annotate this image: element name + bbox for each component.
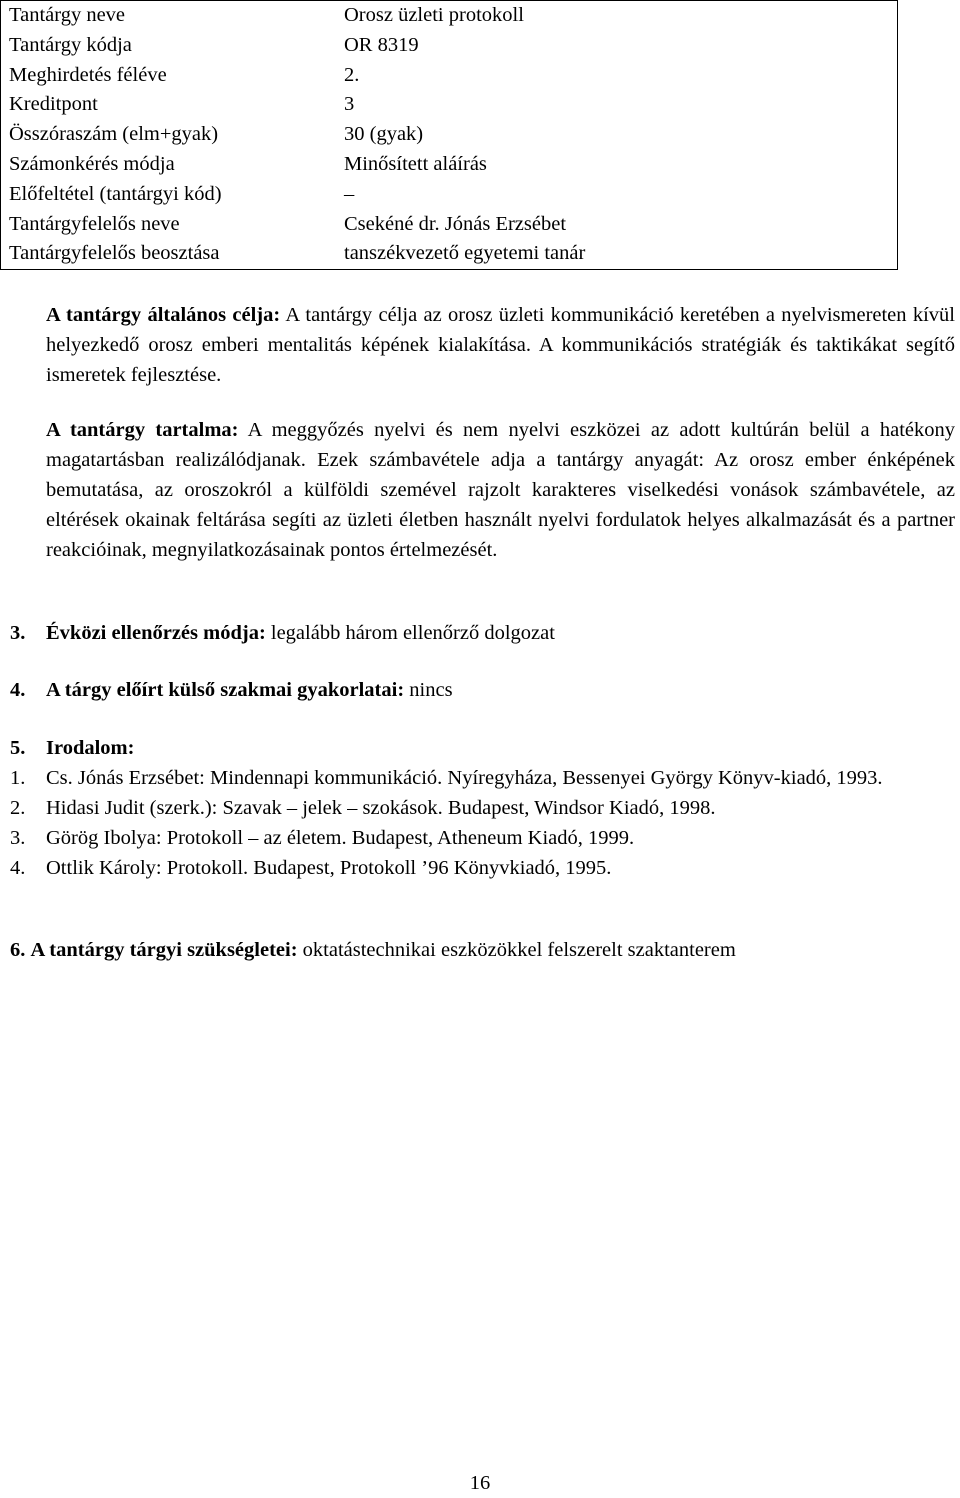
table-row [1,120,898,150]
list-item-text: Cs. Jónás Erzsébet: Mindennapi kommunikáció. Nyíregyháza, Bessenyei György Könyv-kiadó, 1993. [46,767,883,789]
section-number [10,300,46,330]
section-text: A meggyőzés nyelvi és nem nyelvi eszközei az adott kultúrán belül a hatékony magatartásban realizálódjanak. Ezek számbavétele adja a tantárgy anyagát: Az orosz ember énképének bemutatása, az oroszokról a külföldi szemével rajzolt karakteres viselkedési vonások számbavétele, az eltérések okainak feltárása segíti az üzleti életben használt nyelvi fordulatok helyes alkalmazását és a partner reakcióinak, megnyilatkozásainak pontos értelmezését. [46,419,955,561]
row-value: Minősített aláírás [344,152,487,175]
section-general-goal [10,300,955,390]
table-row [1,239,898,269]
row-value: tanszékvezető egyetemi tanár [344,242,586,265]
list-item-text: Görög Ibolya: Protokoll – az életem. Budapest, Atheneum Kiadó, 1999. [46,827,635,849]
list-item-text: Ottlik Károly: Protokoll. Budapest, Protokoll ’96 Könyvkiadó, 1995. [46,857,612,879]
section-title: A tantárgy tartalma: [46,419,239,441]
course-info-table [0,0,898,270]
section-content [10,415,955,565]
list-item [10,763,955,793]
section-equipment [10,935,955,965]
list-item-number: 3. [10,827,26,849]
row-value: 2. [344,63,360,86]
section-number [10,415,46,445]
row-label: Kreditpont [9,93,98,116]
row-value: 30 (gyak) [344,123,424,146]
list-item-number: 1. [10,767,26,789]
page-number: 16 [469,1472,491,1494]
table-row [1,210,898,240]
section-number: 3. [10,622,26,644]
section-title: A tárgy előírt külső szakmai gyakorlatai: [46,679,405,701]
list-item-number: 2. [10,797,26,819]
row-label: Tantárgy neve [9,4,126,26]
table-row [1,180,898,210]
row-value: – [344,182,355,205]
section-title: Évközi ellenőrzés módja: [46,622,266,644]
row-label: Előfeltétel (tantárgyi kód) [9,182,222,205]
section-text: legalább három ellenőrző dolgozat [270,622,555,644]
row-label: Tantárgy kódja [9,33,132,56]
row-value: Orosz üzleti protokoll [344,4,524,26]
section-title: Irodalom: [46,737,135,759]
section-assessment [10,618,955,648]
row-value: OR 8319 [344,33,419,56]
row-label: Tantárgyfelelős beosztása [9,242,220,265]
row-label: Számonkérés módja [9,152,175,175]
list-item [10,793,955,823]
section-number: 5. [10,737,26,759]
list-item [10,853,955,883]
table-row [1,1,898,31]
list-item [10,823,955,853]
section-number: 4. [10,679,26,701]
row-label: Meghirdetés féléve [9,63,167,86]
list-item-text: Hidasi Judit (szerk.): Szavak – jelek – szokások. Budapest, Windsor Kiadó, 1998. [46,797,716,819]
row-label: Összóraszám (elm+gyak) [9,123,219,146]
row-value: 3 [344,93,355,116]
row-label: Tantárgyfelelős neve [9,212,180,235]
table-row [1,61,898,91]
table-row [1,90,898,120]
list-item-number: 4. [10,857,26,879]
section-text: nincs [409,679,453,701]
section-literature [10,733,955,883]
section-text: A tantárgy célja az orosz üzleti kommunikáció keretében a nyelvismereten kívül helyezkedő orosz emberi mentalitás képének kialakítása. A kommunikációs stratégiák és taktikákat segítő ismeretek fejlesztése. [46,304,955,386]
row-value: Csekéné dr. Jónás Erzsébet [344,212,567,235]
section-title: A tantárgy általános célja: [46,304,281,326]
section-number: 6. [10,939,26,961]
section-title: A tantárgy tárgyi szükségletei: [30,939,298,961]
section-practice [10,675,955,705]
section-text: oktatástechnikai eszközökkel felszerelt szaktanterem [302,939,736,961]
table-row [1,150,898,180]
table-row [1,31,898,61]
